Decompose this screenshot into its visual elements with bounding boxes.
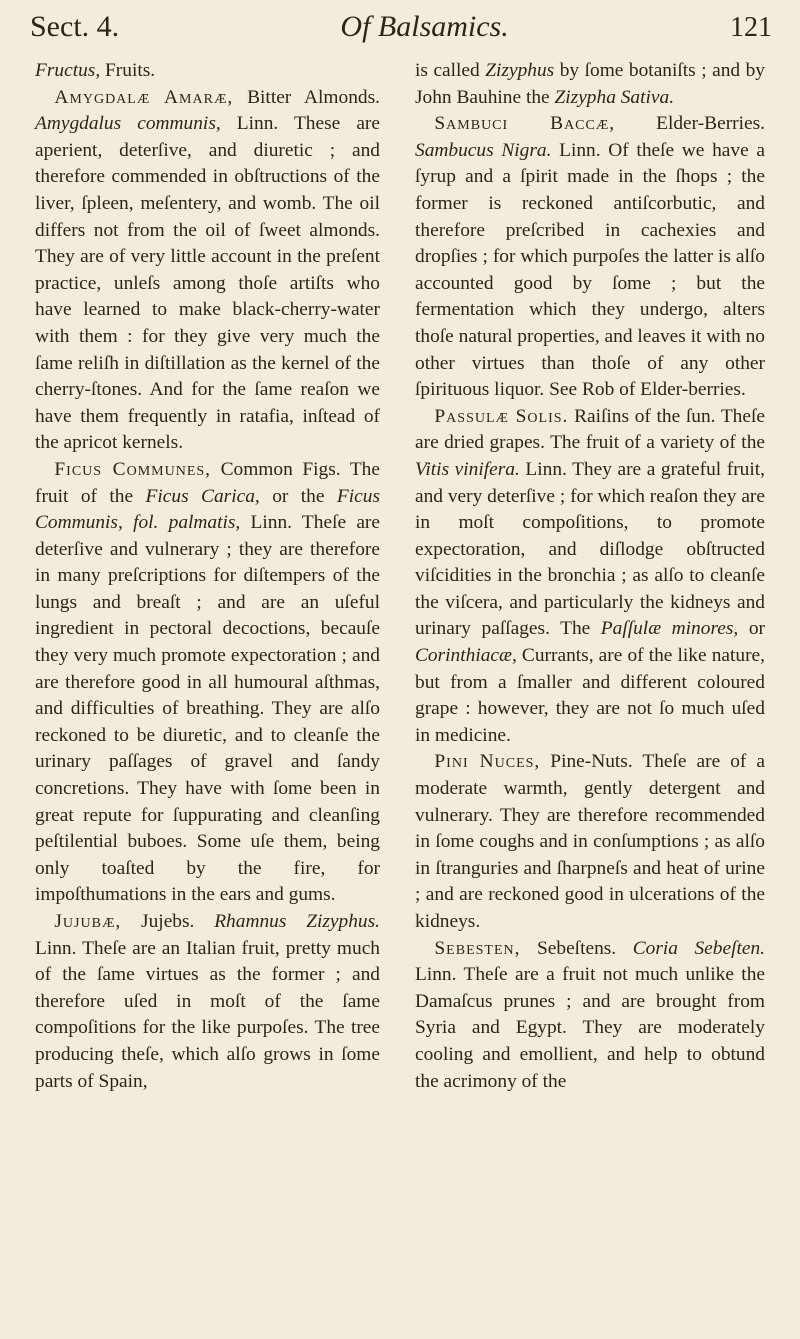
- entry-passulae: Passulæ Solis. Raiſins of the ſun. Theſe are dried grapes. The fruit of a variety of the Vitis vinifera. Linn. They are a grateful fruit, and very deterſive ; for which reaſon they are in moſt compoſitions, to promote expectoration, and diſlodge obſtructed viſcidities in the bronchia ; as alſo to cleanſe the viſcera, and particularly the kidneys and urinary paſſages. The Paſſulæ minores, or Corinthiacæ, Currants, are of the like nature, but from a ſmaller and different coloured grape : however, they are not ſo much uſed in medicine.: [415, 405, 765, 746]
- entry-ficus: Ficus Communes, Common Figs. The fruit of the Ficus Carica, or the Ficus Communis, fol. palmatis, Linn. Theſe are deterſive and vulnerary ; they are therefore in many preſcriptions for diſtempers of the lungs and breaſt ; and are an uſeful ingredient in pectoral decoctions, becauſe they very much promote expectoration ; and are therefore good in all humoural aſthmas, and difficulties of breathing. They are alſo reckoned to be diuretic, and to cleanſe the urinary paſſages of gravel and ſandy concretions. They have with ſome been in great repute for ſuppurating and cleanſing peſtilential buboes. Some uſe them, being only toaſted by the fire, for impoſthumations in the ears and gums.: [35, 458, 380, 906]
- entry-sambuci: Sambuci Baccæ, Elder-Berries. Sambucus Nigra. Linn. Of theſe we have a ſyrup and a ſpirit made in the ſhops ; the former is reckoned antiſcorbutic, and therefore preſcribed in cachexies and dropſies ; for which purpoſes the latter is alſo accounted good by ſome ; but the fermentation which they undergo, alters thoſe natural properties, and leaves it with no other virtues than thoſe of any other ſpirituous liquor. See Rob of Elder-berries.: [415, 113, 766, 401]
- running-header: [30, 10, 772, 54]
- entry-sebesten: Sebesten, Sebeſtens. Coria Sebeſten. Linn. Theſe are a fruit not much unlike the Damaſcus prunes ; and are brought from Syria and Egypt. They are moderately cooling and emollient, and help to obtund the acrimony of the: [415, 937, 765, 1092]
- running-title: Of Balsamics.: [340, 10, 509, 43]
- page-number: 121: [729, 12, 772, 43]
- entry-amygdalae: Amygdalæ Amaræ, Bitter Almonds. Amygdalus communis, Linn. These are aperient, deterſive, and diuretic ; and therefore commended in obſtructions of the liver, ſpleen, meſentery, and womb. The oil differs not from the oil of ſweet almonds. They are of very little account in the preſent practice, unleſs among thoſe artiſts who have learned to make black-cherry-water with them : for they give very much the ſame reliſh in diſtillation as the kernel of the cherry-ſtones. And for the ſame reaſon we have them frequently in ratafia, inſtead of the apricot kernels.: [35, 86, 380, 454]
- entry-continuation: is called Zizyphus by ſome botaniſts ; and by John Bauhine the Zizypha Sativa.: [415, 60, 766, 108]
- entry-fructus: Fructus, Fruits.: [35, 60, 156, 81]
- entry-pini: Pini Nuces, Pine-Nuts. Theſe are of a moderate warmth, gently detergent and vulnerary. They are therefore recommended in ſome coughs and in conſumptions ; as alſo in ſtranguries and ſharpneſs and heat of urine ; and are reckoned good in ulcerations of the kidneys.: [415, 751, 765, 932]
- entry-jujubae: Jujubæ, Jujebs. Rhamnus Zizyphus. Linn. Theſe are an Italian fruit, pretty much of the ſame virtues as the former ; and therefore uſed in moſt of the ſame compoſitions for the like purpoſes. The tree producing theſe, which alſo grows in ſome parts of Spain,: [35, 911, 380, 1092]
- section-number: Sect. 4.: [30, 10, 120, 43]
- right-column: [415, 58, 765, 1095]
- left-column: [35, 58, 380, 1095]
